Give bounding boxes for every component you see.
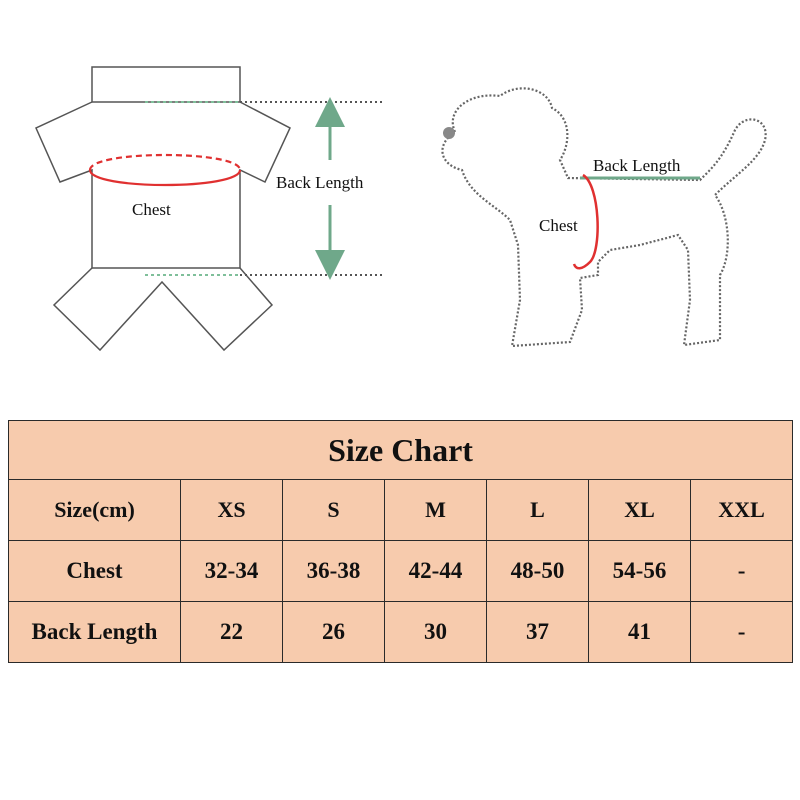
table-cell: - [691, 602, 793, 663]
dog-back-length-label: Back Length [593, 156, 681, 175]
table-cell: 37 [487, 602, 589, 663]
garment-chest-measure [90, 155, 240, 185]
dog-measure-lines [574, 175, 700, 268]
garment-chest-label: Chest [132, 200, 171, 219]
table-cell: 41 [589, 602, 691, 663]
table-cell: 30 [385, 602, 487, 663]
size-chart-header-row [9, 480, 793, 541]
table-cell: 26 [283, 602, 385, 663]
table-cell: 42-44 [385, 541, 487, 602]
header-cell: L [487, 480, 589, 541]
size-chart-title: Size Chart [9, 421, 793, 480]
size-chart-table [8, 420, 793, 663]
header-cell: Size(cm) [9, 480, 181, 541]
table-cell: 36-38 [283, 541, 385, 602]
table-row [9, 602, 793, 663]
dog-outline [442, 88, 765, 346]
table-cell: 32-34 [181, 541, 283, 602]
table-row [9, 541, 793, 602]
garment-back-length-label: Back Length [276, 173, 364, 192]
header-cell: M [385, 480, 487, 541]
table-cell: 48-50 [487, 541, 589, 602]
header-cell: XXL [691, 480, 793, 541]
table-cell: - [691, 541, 793, 602]
dog-chest-label: Chest [539, 216, 578, 235]
header-cell: S [283, 480, 385, 541]
table-cell: 22 [181, 602, 283, 663]
row-label-cell: Chest [9, 541, 181, 602]
header-cell: XS [181, 480, 283, 541]
header-cell: XL [589, 480, 691, 541]
table-cell: 54-56 [589, 541, 691, 602]
row-label-cell: Back Length [9, 602, 181, 663]
dog-nose-icon [443, 127, 455, 139]
